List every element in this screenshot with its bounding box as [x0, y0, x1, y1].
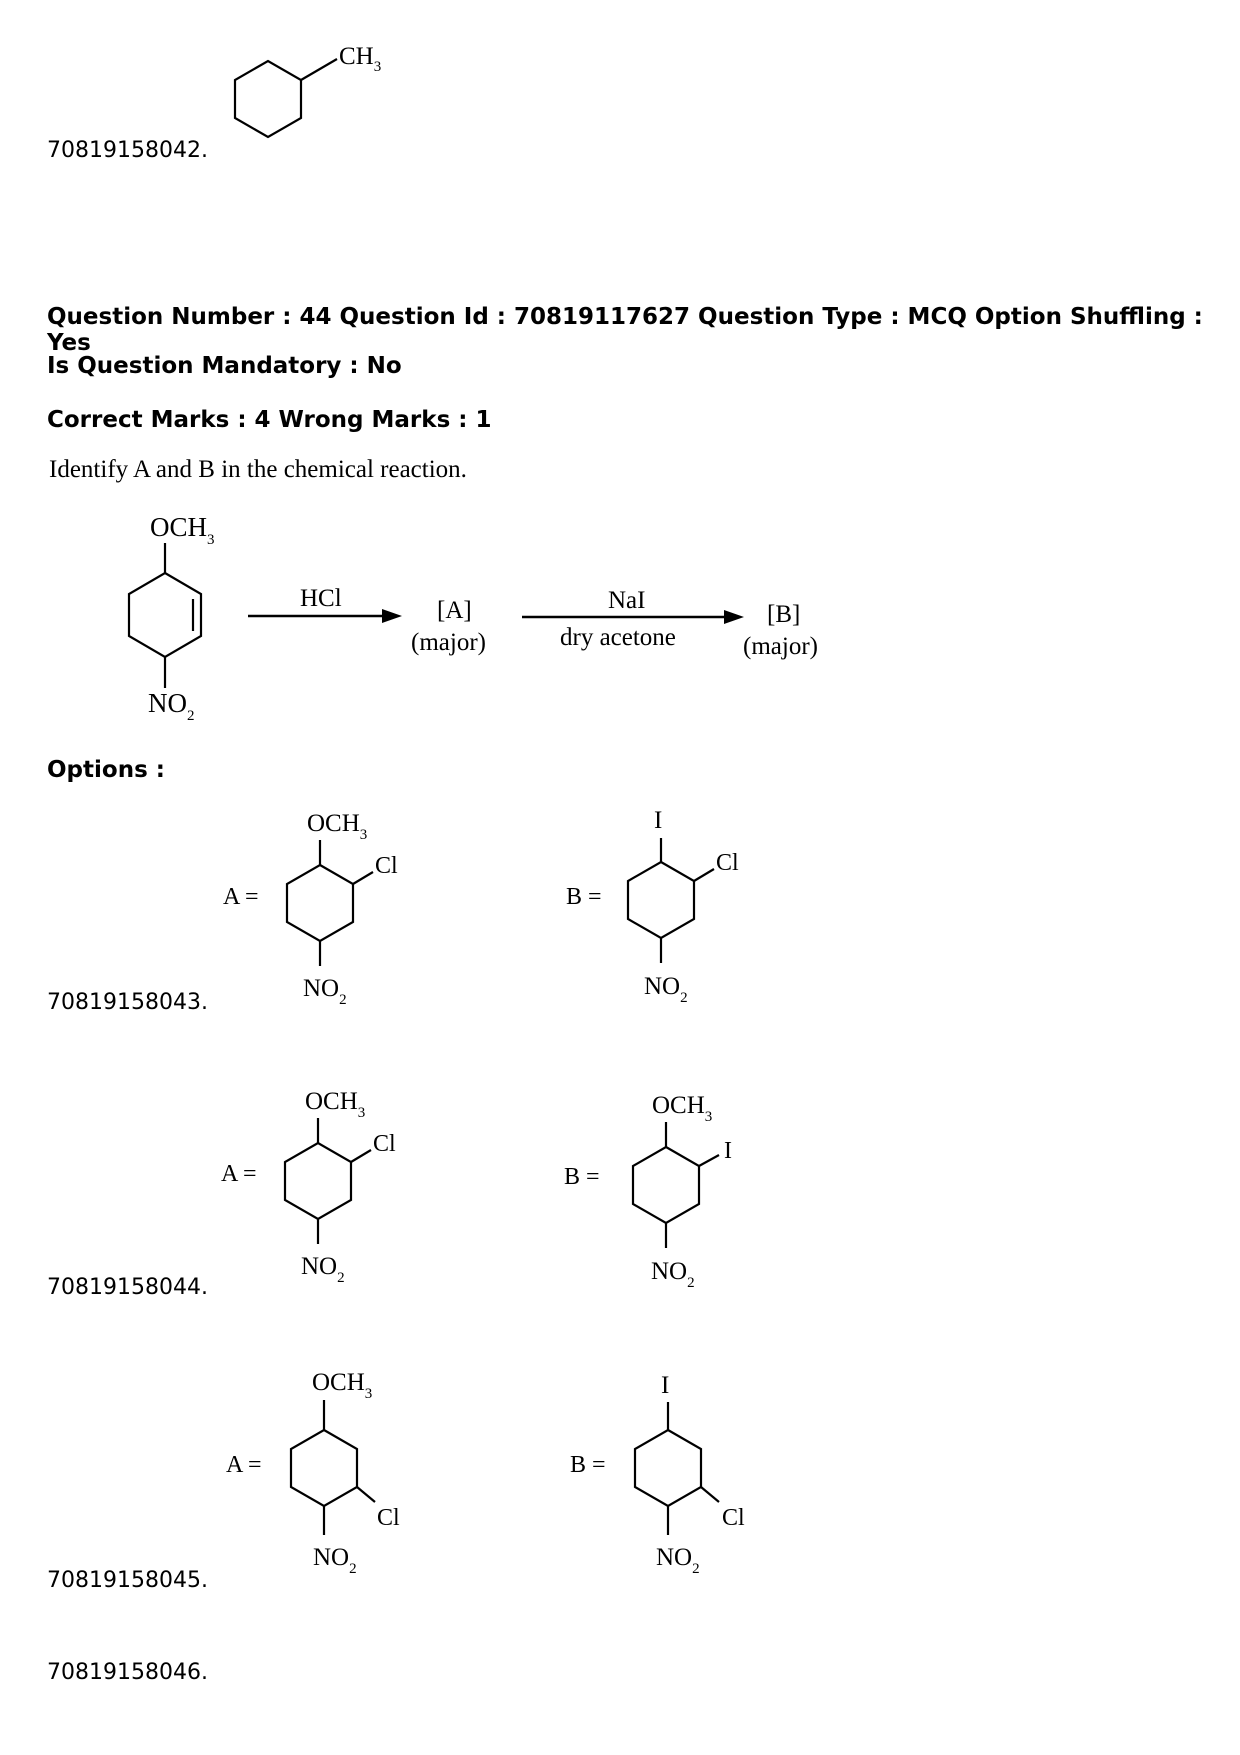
svg-text:Cl: Cl [377, 1505, 400, 1531]
svg-text:OCH3: $OCH_3$ [150, 512, 215, 548]
option-id: 70819158046. [47, 1660, 208, 1685]
svg-text:NO2: $NO_2$ [644, 973, 688, 1006]
svg-text:(major): (major) [411, 629, 486, 656]
svg-text:OCH3: $OCH_3$ [307, 810, 368, 843]
svg-text:I: I [654, 807, 663, 834]
option-44-structure-b [560, 1080, 780, 1290]
svg-text:NO2: $NO_2$ [301, 1253, 345, 1286]
methylcyclohexane-structure [215, 35, 415, 155]
option-id: 70819158042. [47, 138, 208, 163]
svg-text:I: I [661, 1372, 670, 1399]
svg-text:[B]: [B] [767, 601, 801, 628]
svg-text:B =: B = [566, 884, 602, 910]
svg-text:A =: A = [223, 884, 259, 910]
svg-text:B =: B = [570, 1452, 606, 1478]
svg-text:NaI: NaI [608, 587, 646, 614]
question-prompt: Identify A and B in the chemical reaction. [49, 456, 467, 483]
svg-text:NO2: $NO_2$ [148, 688, 195, 724]
svg-text:Cl: Cl [722, 1505, 745, 1531]
option-id: 70819158043. [47, 990, 208, 1015]
option-43-structure-a [215, 800, 435, 1010]
reaction-scheme [100, 500, 860, 730]
question-mandatory: Is Question Mandatory : No [47, 353, 402, 379]
svg-text:NO2: $NO_2$ [313, 1544, 357, 1577]
svg-text:Cl: Cl [373, 1131, 396, 1157]
svg-text:(major): (major) [743, 633, 818, 660]
svg-text:A =: A = [221, 1161, 257, 1187]
svg-text:CH3: $CH_3$ [339, 43, 382, 75]
svg-text:OCH3: $OCH_3$ [312, 1369, 373, 1402]
options-label: Options : [47, 757, 165, 783]
svg-text:OCH3: $OCH_3$ [652, 1092, 713, 1125]
svg-text:OCH3: $OCH_3$ [305, 1088, 366, 1121]
svg-text:Cl: Cl [716, 850, 739, 876]
question-marks: Correct Marks : 4 Wrong Marks : 1 [47, 407, 492, 433]
question-meta-line: Question Number : 44 Question Id : 70819117627 Question Type : MCQ Option Shuffling : Yes [47, 304, 1203, 356]
svg-text:HCl: HCl [300, 585, 342, 612]
svg-text:[A]: [A] [437, 597, 472, 624]
svg-text:I: I [724, 1138, 732, 1164]
svg-text:NO2: $NO_2$ [656, 1544, 700, 1577]
svg-text:A =: A = [226, 1452, 262, 1478]
option-44-structure-a [215, 1080, 435, 1290]
svg-text:NO2: $NO_2$ [651, 1258, 695, 1290]
svg-text:B =: B = [564, 1164, 600, 1190]
option-id: 70819158044. [47, 1275, 208, 1300]
option-43-structure-b [560, 800, 780, 1010]
svg-text:NO2: $NO_2$ [303, 975, 347, 1008]
option-45-structure-a [220, 1360, 440, 1590]
svg-text:dry acetone: dry acetone [560, 624, 676, 651]
option-45-structure-b [565, 1360, 785, 1590]
svg-text:Cl: Cl [375, 853, 398, 879]
option-id: 70819158045. [47, 1568, 208, 1593]
